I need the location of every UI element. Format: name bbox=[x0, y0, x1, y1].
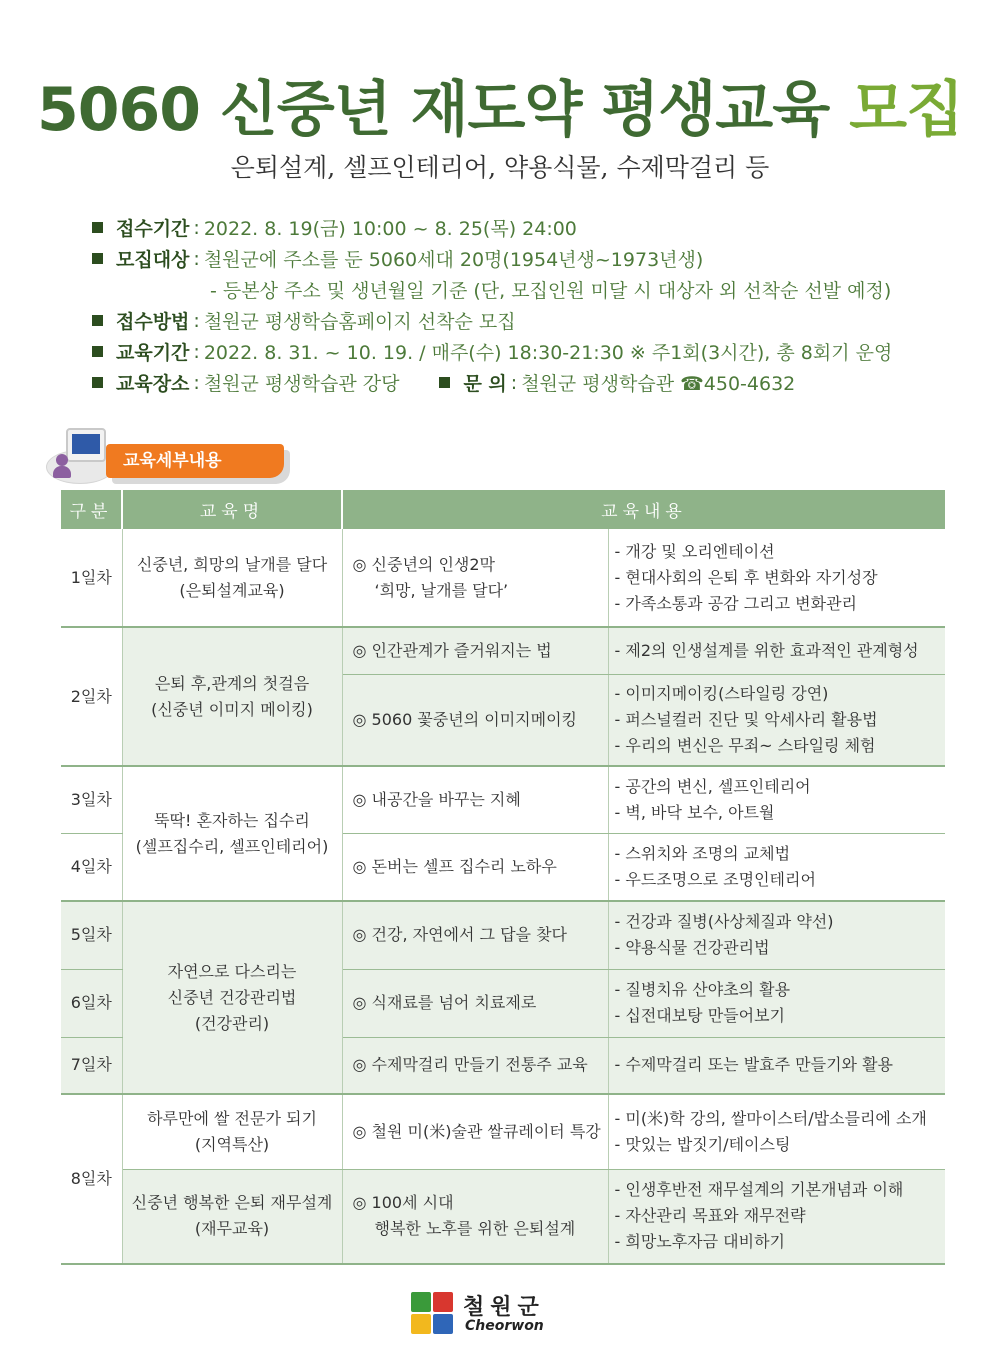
course-name-sub: (은퇴설계교육) bbox=[179, 580, 285, 600]
detail-item: - 자산관리 목표와 재무전략 bbox=[614, 1206, 806, 1226]
day-cell: 5일차 bbox=[61, 901, 122, 969]
square-bullet-icon bbox=[92, 253, 103, 264]
cheorwon-emblem-icon bbox=[411, 1292, 455, 1334]
info-value: 2022. 8. 19(금) 10:00 ~ 8. 25(목) 24:00 bbox=[203, 218, 577, 240]
detail-item: - 맛있는 밥짓기/테이스팅 bbox=[614, 1134, 791, 1154]
detail-item: - 스위치와 조명의 교체법 bbox=[614, 843, 791, 863]
info-value: 2022. 8. 31. ~ 10. 19. / 매주(수) 18:30-21:30 ※ 주1회(3시간), 총 8회기 운영 bbox=[203, 342, 893, 364]
topic-line: ◎ 신중년의 인생2막 bbox=[352, 554, 496, 574]
course-name: 하루만에 쌀 전문가 되기 bbox=[147, 1108, 317, 1128]
table-header-row bbox=[61, 490, 945, 529]
header-course-content: 교육내용 bbox=[342, 490, 945, 529]
square-bullet-icon bbox=[92, 315, 103, 326]
detail-item: - 약용식물 건강관리법 bbox=[614, 938, 770, 958]
course-name: 뚝딱! 혼자하는 집수리 bbox=[154, 810, 310, 830]
topic-cell bbox=[342, 529, 608, 627]
square-bullet-icon bbox=[439, 377, 450, 388]
topic-cell: ◎ 돈버는 셀프 집수리 노하우 bbox=[342, 833, 608, 901]
day-cell: 4일차 bbox=[61, 833, 122, 901]
detail-item: - 희망노후자금 대비하기 bbox=[614, 1232, 786, 1252]
course-table bbox=[61, 490, 945, 1265]
info-value: 철원군 평생학습관 ☎450-4632 bbox=[521, 373, 796, 395]
info-edu-period bbox=[92, 336, 972, 367]
logo-name-korean: 철원군 bbox=[463, 1295, 545, 1320]
topic-line: ‘희망, 날개를 달다’ bbox=[374, 580, 509, 600]
header-category: 구분 bbox=[61, 490, 122, 529]
detail-cell bbox=[608, 1169, 945, 1264]
info-list bbox=[92, 212, 972, 398]
detail-cell bbox=[608, 1094, 945, 1169]
course-name: 신중년 건강관리법 bbox=[167, 987, 297, 1007]
course-name: 신중년, 희망의 날개를 달다 bbox=[136, 554, 328, 574]
course-name: 신중년 행복한 은퇴 재무설계 bbox=[131, 1193, 333, 1213]
square-bullet-icon bbox=[92, 346, 103, 357]
detail-cell bbox=[608, 969, 945, 1037]
cheorwon-logo bbox=[411, 1290, 561, 1338]
topic-line: 행복한 노후를 위한 은퇴설계 bbox=[374, 1219, 576, 1239]
info-value: 철원군 평생학습홈페이지 선착순 모집 bbox=[203, 311, 516, 333]
detail-item: - 인생후반전 재무설계의 기본개념과 이해 bbox=[614, 1180, 904, 1200]
page-title bbox=[0, 62, 1000, 148]
info-label: 접수방법 bbox=[116, 311, 190, 333]
course-name-sub: (지역특산) bbox=[194, 1134, 270, 1154]
topic-cell: ◎ 철원 미(米)술관 쌀큐레이터 특강 bbox=[342, 1094, 608, 1169]
info-label: 교육장소 bbox=[116, 373, 190, 395]
colon-separator: : bbox=[193, 309, 200, 332]
detail-item: - 벽, 바닥 보수, 아트월 bbox=[614, 802, 775, 822]
detail-cell bbox=[608, 833, 945, 901]
detail-item: - 공간의 변신, 셀프인테리어 bbox=[614, 776, 811, 796]
day-cell: 7일차 bbox=[61, 1037, 122, 1094]
info-label: 문 의 bbox=[463, 373, 507, 395]
person-icon bbox=[56, 454, 68, 466]
colon-separator: : bbox=[193, 247, 200, 270]
course-name-sub: (셀프집수리, 셀프인테리어) bbox=[135, 836, 329, 856]
colon-separator: : bbox=[193, 371, 200, 394]
table-row bbox=[61, 901, 945, 969]
info-reception-period bbox=[92, 212, 972, 243]
section-label bbox=[42, 428, 302, 488]
detail-cell bbox=[608, 766, 945, 833]
title-accent: 모집 bbox=[849, 75, 964, 145]
course-name-cell bbox=[122, 901, 342, 1094]
monitor-icon bbox=[66, 428, 106, 462]
detail-cell bbox=[608, 674, 945, 766]
course-name-sub: (재무교육) bbox=[194, 1219, 270, 1239]
person-body-icon bbox=[53, 466, 71, 478]
detail-cell: - 수제막걸리 또는 발효주 만들기와 활용 bbox=[608, 1037, 945, 1094]
topic-cell: ◎ 건강, 자연에서 그 답을 찾다 bbox=[342, 901, 608, 969]
detail-item: - 우리의 변신은 무죄~ 스타일링 체험 bbox=[614, 735, 876, 755]
detail-item: - 퍼스널컬러 진단 및 악세사리 활용법 bbox=[614, 709, 878, 729]
table-row bbox=[61, 1169, 945, 1264]
info-place-contact bbox=[92, 367, 972, 398]
detail-cell bbox=[608, 901, 945, 969]
info-note: - 등본상 주소 및 생년월일 기준 (단, 모집인원 미달 시 대상자 외 선착순 선발 예정) bbox=[210, 280, 892, 302]
topic-cell: ◎ 수제막걸리 만들기 전통주 교육 bbox=[342, 1037, 608, 1094]
day-cell: 6일차 bbox=[61, 969, 122, 1037]
detail-item: - 가족소통과 공감 그리고 변화관리 bbox=[614, 593, 858, 613]
table-row bbox=[61, 627, 945, 674]
topic-cell: ◎ 인간관계가 즐거워지는 법 bbox=[342, 627, 608, 674]
colon-separator: : bbox=[193, 340, 200, 363]
colon-separator: : bbox=[510, 371, 518, 394]
info-target bbox=[92, 243, 972, 274]
square-bullet-icon bbox=[92, 222, 103, 233]
info-target-note bbox=[92, 274, 972, 305]
topic-cell: ◎ 식재료를 넘어 치료제로 bbox=[342, 969, 608, 1037]
detail-item: - 십전대보탕 만들어보기 bbox=[614, 1006, 786, 1025]
detail-item: - 현대사회의 은퇴 후 변화와 자기성장 bbox=[614, 567, 878, 587]
detail-item: - 미(米)학 강의, 쌀마이스터/밥소믈리에 소개 bbox=[614, 1108, 927, 1128]
course-name-sub: (신중년 이미지 메이킹) bbox=[151, 699, 313, 719]
logo-name-english: Cheorwon bbox=[465, 1318, 544, 1334]
detail-item: - 개강 및 오리엔테이션 bbox=[614, 541, 775, 561]
detail-item: - 질병치유 산야초의 활용 bbox=[614, 980, 791, 999]
title-main: 5060 신중년 재도약 평생교육 bbox=[36, 75, 830, 145]
course-name-sub: (건강관리) bbox=[194, 1013, 270, 1033]
table-row bbox=[61, 766, 945, 833]
detail-item: - 이미지메이킹(스타일링 강연) bbox=[614, 683, 829, 703]
topic-cell: ◎ 5060 꽃중년의 이미지메이킹 bbox=[342, 674, 608, 766]
section-label-text: 교육세부내용 bbox=[106, 444, 284, 478]
info-label: 교육기간 bbox=[116, 342, 190, 364]
table-row bbox=[61, 1094, 945, 1169]
table-row bbox=[61, 529, 945, 627]
detail-cell: - 제2의 인생설계를 위한 효과적인 관계형성 bbox=[608, 627, 945, 674]
topic-cell: ◎ 내공간을 바꾸는 지혜 bbox=[342, 766, 608, 833]
detail-item: - 건강과 질병(사상체질과 약선) bbox=[614, 912, 834, 932]
square-bullet-icon bbox=[92, 377, 103, 388]
day-cell: 1일차 bbox=[61, 529, 122, 627]
course-name-cell bbox=[122, 1094, 342, 1169]
header-course-name: 교육명 bbox=[122, 490, 342, 529]
detail-item: - 우드조명으로 조명인테리어 bbox=[614, 869, 816, 889]
course-name: 자연으로 다스리는 bbox=[167, 961, 297, 981]
info-label: 접수기간 bbox=[116, 218, 190, 240]
detail-cell bbox=[608, 529, 945, 627]
course-name: 은퇴 후,관계의 첫걸음 bbox=[154, 673, 310, 693]
info-value: 철원군에 주소를 둔 5060세대 20명(1954년생~1973년생) bbox=[203, 249, 704, 271]
info-label: 모집대상 bbox=[116, 249, 190, 271]
course-name-cell bbox=[122, 627, 342, 766]
course-name-cell bbox=[122, 529, 342, 627]
day-cell: 2일차 bbox=[61, 627, 122, 766]
colon-separator: : bbox=[193, 216, 200, 239]
info-value: 철원군 평생학습관 강당 bbox=[203, 373, 400, 395]
course-name-cell bbox=[122, 766, 342, 901]
info-method bbox=[92, 305, 972, 336]
day-cell: 3일차 bbox=[61, 766, 122, 833]
day-cell: 8일차 bbox=[61, 1094, 122, 1264]
topic-cell bbox=[342, 1169, 608, 1264]
page-subtitle: 은퇴설계, 셀프인테리어, 약용식물, 수제막걸리 등 bbox=[230, 153, 770, 182]
topic-line: ◎ 100세 시대 bbox=[352, 1193, 454, 1213]
course-name-cell bbox=[122, 1169, 342, 1264]
